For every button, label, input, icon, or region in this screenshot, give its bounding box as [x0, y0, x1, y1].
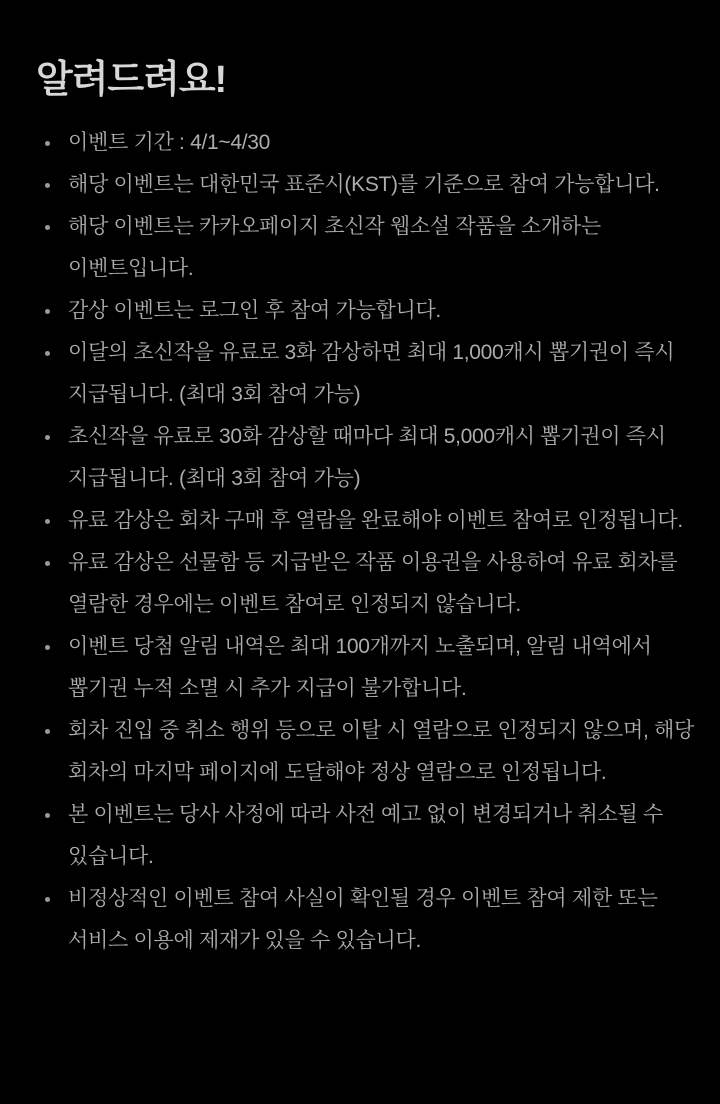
list-item-line: 회차의 마지막 페이지에 도달해야 정상 열람으로 인정됩니다.	[68, 761, 607, 784]
list-item-text	[68, 164, 670, 206]
bullet-dot-icon	[45, 141, 50, 146]
list-item	[36, 500, 683, 542]
list-item-text	[68, 332, 675, 416]
list-item-text	[68, 122, 670, 164]
list-item-line: 이벤트입니다.	[68, 257, 194, 280]
list-item-line: 이벤트 기간 : 4/1~4/30	[68, 131, 270, 154]
bullet-dot-icon	[45, 729, 50, 734]
bullet-dot-icon	[45, 309, 50, 314]
list-item	[36, 794, 670, 878]
list-item-line: 회차 진입 중 취소 행위 등으로 이탈 시 열람으로 인정되지 않으며, 해당	[68, 719, 695, 742]
bullet-dot-icon	[45, 897, 50, 902]
list-item-text	[68, 542, 678, 626]
bullet-dot-icon	[45, 813, 50, 818]
list-item-text	[68, 626, 670, 710]
list-item-text	[68, 416, 670, 500]
bullet-dot-icon	[45, 519, 50, 524]
list-item-line: 이벤트 당첨 알림 내역은 최대 100개까지 노출되며, 알림 내역에서	[68, 635, 652, 658]
list-item-text	[68, 206, 670, 290]
list-item-line: 해당 이벤트는 카카오페이지 초신작 웹소설 작품을 소개하는	[68, 215, 601, 238]
list-item-text	[68, 290, 670, 332]
list-item-line: 본 이벤트는 당사 사정에 따라 사전 예고 없이 변경되거나 취소될 수	[68, 803, 663, 826]
list-item-line: 지급됩니다. (최대 3회 참여 가능)	[68, 383, 361, 406]
bullet-dot-icon	[45, 225, 50, 230]
notice-list	[36, 122, 695, 962]
list-item-line: 지급됩니다. (최대 3회 참여 가능)	[68, 467, 361, 490]
list-item-line: 유료 감상은 선물함 등 지급받은 작품 이용권을 사용하여 유료 회차를	[68, 551, 678, 574]
list-item	[36, 290, 670, 332]
list-item-line: 해당 이벤트는 대한민국 표준시(KST)를 기준으로 참여 가능합니다.	[68, 173, 660, 196]
list-item	[36, 332, 675, 416]
list-item-line: 서비스 이용에 제재가 있을 수 있습니다.	[68, 929, 421, 952]
bullet-dot-icon	[45, 351, 50, 356]
list-item	[36, 122, 670, 164]
list-item-line: 초신작을 유료로 30화 감상할 때마다 최대 5,000캐시 뽑기권이 즉시	[68, 425, 666, 448]
bullet-dot-icon	[45, 561, 50, 566]
bullet-dot-icon	[45, 645, 50, 650]
list-item-text	[68, 878, 670, 962]
list-item	[36, 878, 670, 962]
bullet-dot-icon	[45, 183, 50, 188]
list-item	[36, 416, 670, 500]
list-item-text	[68, 794, 670, 878]
list-item	[36, 206, 670, 290]
list-item	[36, 710, 695, 794]
list-item	[36, 164, 670, 206]
list-item-line: 있습니다.	[68, 845, 154, 868]
page-title: 알려드려요!	[36, 59, 227, 101]
list-item	[36, 542, 678, 626]
bullet-dot-icon	[45, 435, 50, 440]
list-item-text	[68, 710, 695, 794]
list-item-line: 유료 감상은 회차 구매 후 열람을 완료해야 이벤트 참여로 인정됩니다.	[68, 509, 683, 532]
list-item-text	[68, 500, 683, 542]
list-item-line: 이달의 초신작을 유료로 3화 감상하면 최대 1,000캐시 뽑기권이 즉시	[68, 341, 675, 364]
list-item-line: 비정상적인 이벤트 참여 사실이 확인될 경우 이벤트 참여 제한 또는	[68, 887, 658, 910]
list-item	[36, 626, 670, 710]
list-item-line: 열람한 경우에는 이벤트 참여로 인정되지 않습니다.	[68, 593, 521, 616]
list-item-line: 뽑기권 누적 소멸 시 추가 지급이 불가합니다.	[68, 677, 467, 700]
list-item-line: 감상 이벤트는 로그인 후 참여 가능합니다.	[68, 299, 441, 322]
